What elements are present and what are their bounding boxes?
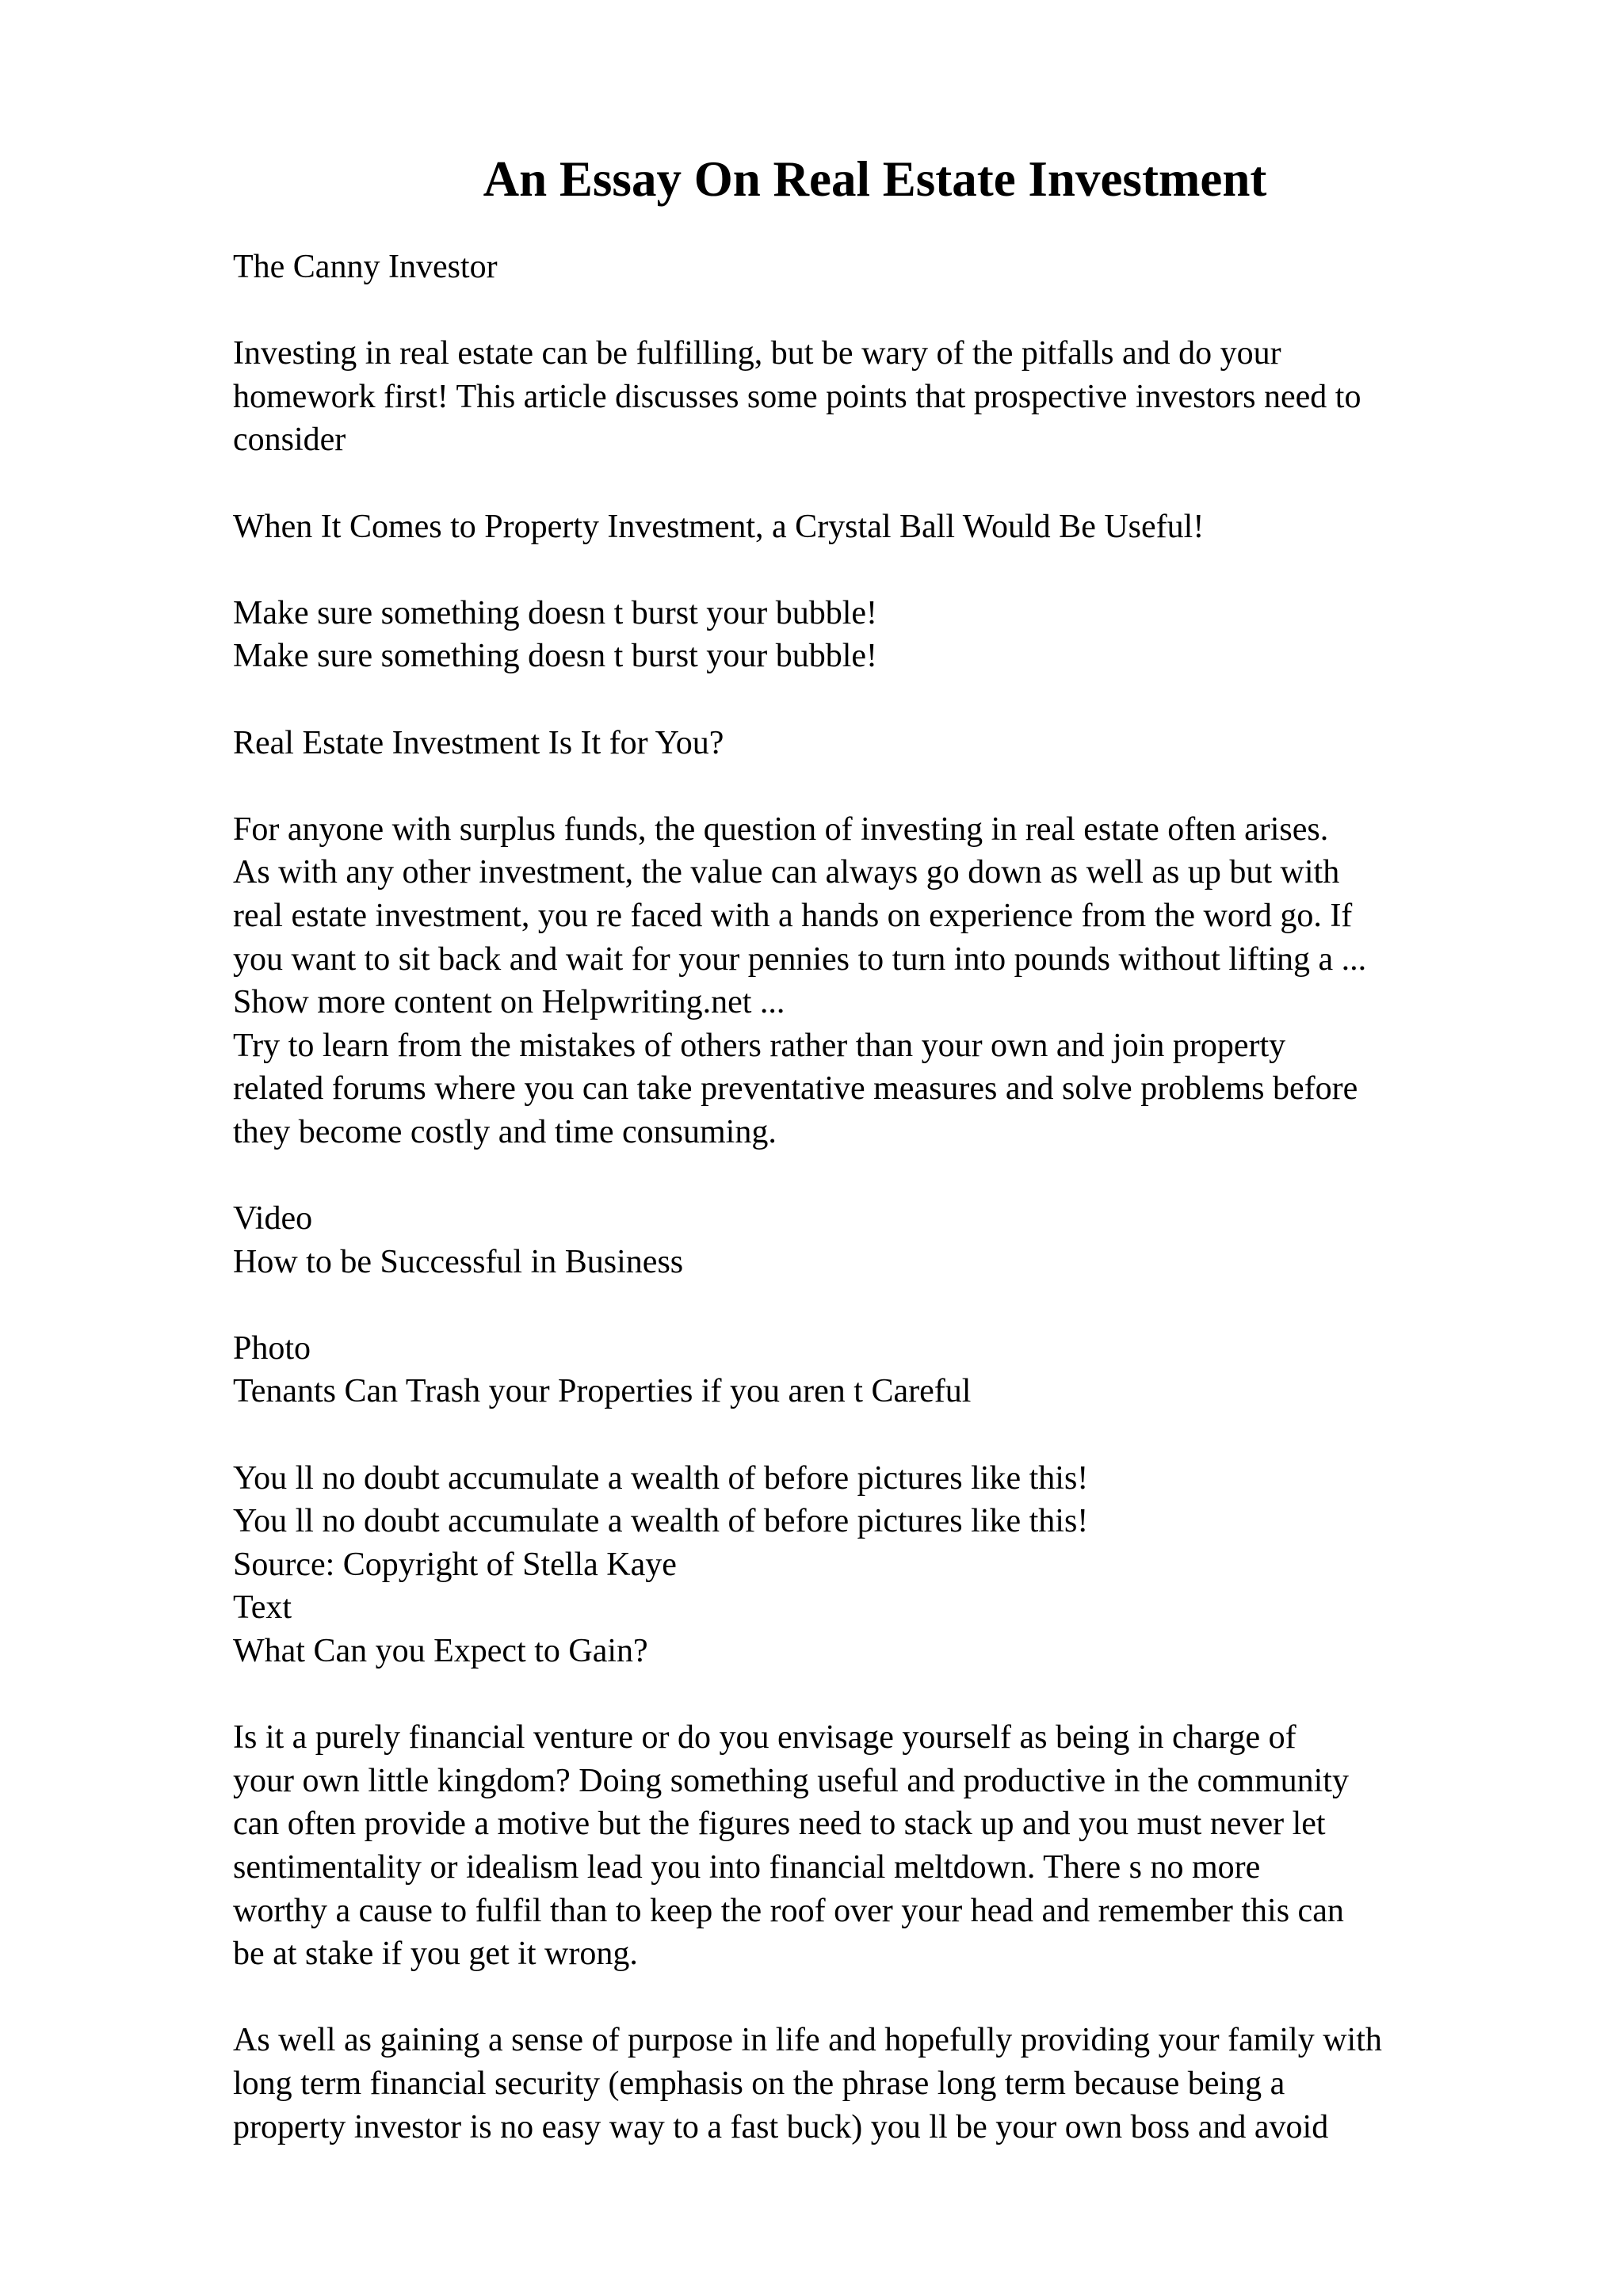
text-line: your own little kingdom? Doing something useful and productive in the community	[233, 1762, 1349, 1799]
text-line: Tenants Can Trash your Properties if you aren t Careful	[233, 1373, 972, 1410]
paragraph-video	[233, 1197, 1612, 1283]
paragraph-photo	[233, 1327, 1612, 1413]
document-subtitle	[233, 246, 1612, 289]
text-line: For anyone with surplus funds, the question of investing in real estate often arises.	[233, 810, 1329, 848]
text-line: long term financial security (emphasis on the phrase long term because being a	[233, 2065, 1285, 2102]
paragraph-before-pictures	[233, 1457, 1612, 1673]
text-line: Source: Copyright of Stella Kaye	[233, 1546, 677, 1583]
paragraph-financial-venture	[233, 1716, 1612, 1976]
document-title: An Essay On Real Estate Investment	[483, 151, 1267, 207]
text-line: You ll no doubt accumulate a wealth of before pictures like this!	[233, 1459, 1089, 1497]
text-line: Photo	[233, 1329, 311, 1367]
text-line: can often provide a motive but the figures need to stack up and you must never let	[233, 1806, 1326, 1843]
text-line: The Canny Investor	[233, 249, 498, 285]
text-line: Is it a purely financial venture or do you envisage yourself as being in charge of	[233, 1719, 1296, 1756]
text-line: Investing in real estate can be fulfilling, but be wary of the pitfalls and do your	[233, 335, 1281, 372]
paragraph-bubble	[233, 592, 1612, 678]
text-line: consider	[233, 421, 346, 459]
paragraph-sense-of-purpose	[233, 2019, 1612, 2149]
text-line: sentimentality or idealism lead you into financial meltdown. There s no more	[233, 1848, 1261, 1886]
text-line: Text	[233, 1589, 292, 1627]
section-heading-is-it-for-you	[233, 722, 1612, 765]
text-line: they become costly and time consuming.	[233, 1113, 777, 1150]
text-line: worthy a cause to fulfil than to keep the roof over your head and remember this can	[233, 1892, 1344, 1929]
text-line: real estate investment, you re faced with a hands on experience from the word go. If	[233, 897, 1353, 934]
text-line: As with any other investment, the value can always go down as well as up but with	[233, 854, 1340, 891]
text-line: homework first! This article discusses some points that prospective investors need to	[233, 378, 1361, 415]
text-line: related forums where you can take preventative measures and solve problems before	[233, 1070, 1358, 1108]
section-heading-crystal-ball	[233, 505, 1612, 549]
text-line: As well as gaining a sense of purpose in life and hopefully providing your family with	[233, 2022, 1382, 2059]
text-line: be at stake if you get it wrong.	[233, 1936, 638, 1973]
text-line: Make sure something doesn t burst your bubble!	[233, 638, 878, 675]
text-line: Real Estate Investment Is It for You?	[233, 724, 724, 761]
document-body	[233, 246, 1612, 2149]
text-line: you want to sit back and wait for your pennies to turn into pounds without lifting a ...	[233, 940, 1367, 978]
text-line: How to be Successful in Business	[233, 1243, 684, 1280]
paragraph-intro	[233, 332, 1612, 462]
show-more-line: Show more content on Helpwriting.net ...	[233, 984, 785, 1021]
text-line: Make sure something doesn t burst your bubble!	[233, 594, 878, 631]
text-line: Try to learn from the mistakes of others rather than your own and join property	[233, 1027, 1286, 1064]
text-line: When It Comes to Property Investment, a Crystal Ball Would Be Useful!	[233, 508, 1205, 545]
paragraph-surplus-funds	[233, 808, 1612, 1154]
text-line: What Can you Expect to Gain?	[233, 1633, 648, 1669]
text-line: You ll no doubt accumulate a wealth of before pictures like this!	[233, 1503, 1089, 1540]
text-line: Video	[233, 1200, 313, 1238]
text-line: property investor is no easy way to a fast buck) you ll be your own boss and avoid	[233, 2108, 1329, 2145]
